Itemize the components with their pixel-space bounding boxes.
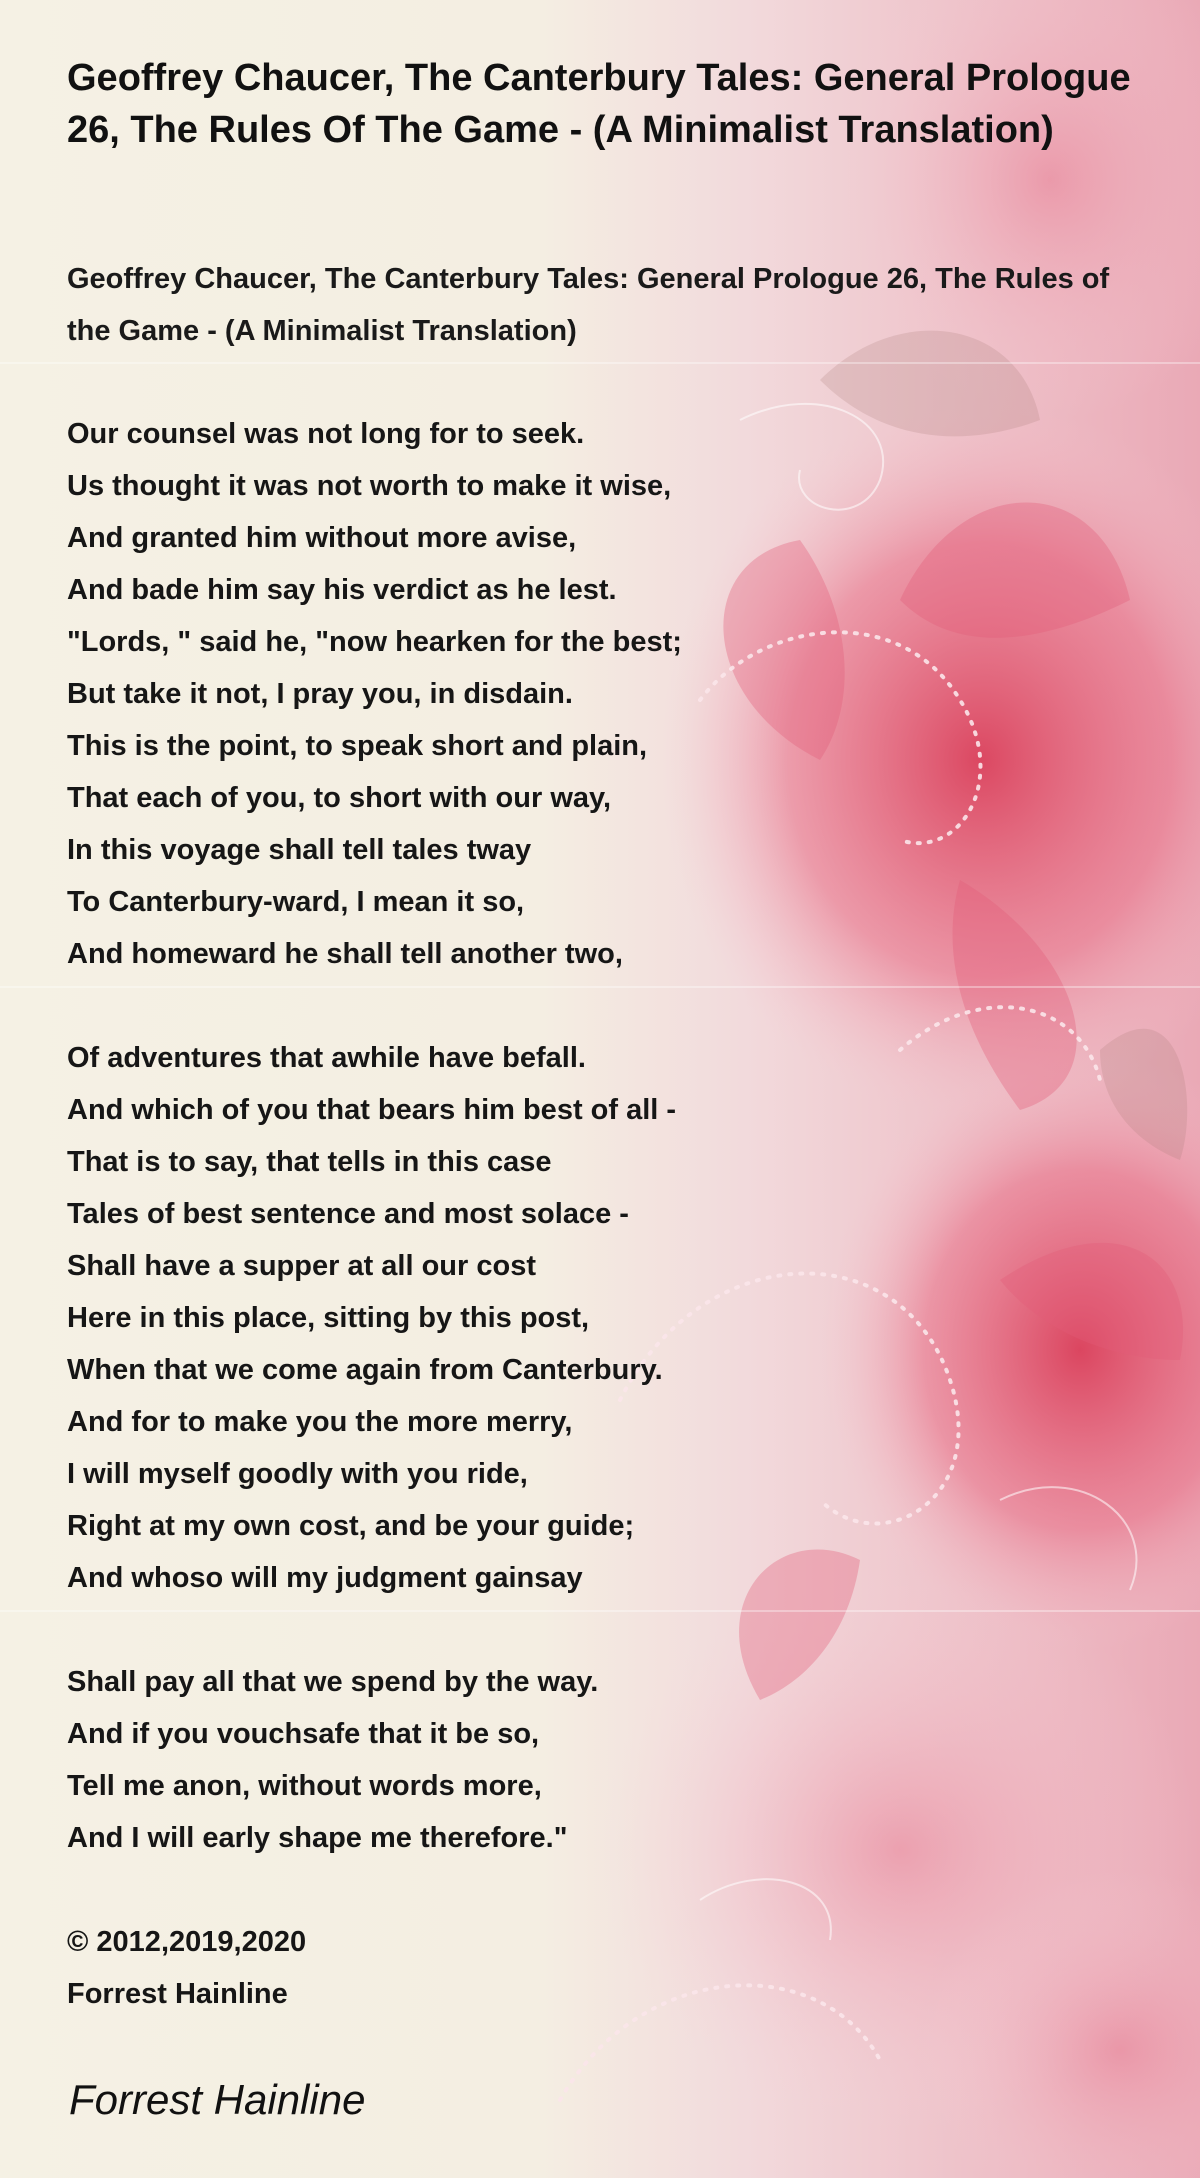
copyright-years: © 2012,2019,2020	[67, 1926, 307, 1958]
copyright-block	[67, 1916, 1067, 2020]
poem-line: When that we come again from Canterbury.	[67, 1354, 663, 1386]
stanza-3	[67, 1656, 1067, 1864]
poem-line: Our counsel was not long for to seek.	[67, 418, 585, 450]
poem-line: Of adventures that awhile have befall.	[67, 1042, 586, 1074]
author-signature: Forrest Hainline	[69, 2076, 366, 2123]
poem-line: Right at my own cost, and be your guide;	[67, 1510, 635, 1542]
poem-line: And I will early shape me therefore."	[67, 1822, 568, 1854]
poem-line: This is the point, to speak short and plain,	[67, 730, 648, 762]
author-name: Forrest Hainline	[67, 1978, 288, 2010]
poem-line: Here in this place, sitting by this post,	[67, 1302, 590, 1334]
poem-line: That each of you, to short with our way,	[67, 782, 612, 814]
poem-line: To Canterbury-ward, I mean it so,	[67, 886, 525, 918]
poem-line: And granted him without more avise,	[67, 522, 577, 554]
poem-line: Tales of best sentence and most solace -	[67, 1198, 629, 1230]
poem-line: Us thought it was not worth to make it wise,	[67, 470, 672, 502]
poem-line: Shall pay all that we spend by the way.	[67, 1666, 599, 1698]
stanza-2	[67, 1032, 1067, 1604]
poem-line: And whoso will my judgment gainsay	[67, 1562, 583, 1594]
poem-subtitle: Geoffrey Chaucer, The Canterbury Tales: General Prologue 26, The Rules of the Game - (A Minimalist Translation)	[67, 263, 1110, 347]
poem-line: And bade him say his verdict as he lest.	[67, 574, 617, 606]
poem-line: And for to make you the more merry,	[67, 1406, 573, 1438]
poem-line: Shall have a supper at all our cost	[67, 1250, 536, 1282]
poem-line: And which of you that bears him best of all -	[67, 1094, 677, 1126]
stanza-1	[67, 408, 1067, 980]
poem-line: Tell me anon, without words more,	[67, 1770, 542, 1802]
poem-line: And if you vouchsafe that it be so,	[67, 1718, 540, 1750]
poem-line: And homeward he shall tell another two,	[67, 938, 623, 970]
poem-line: But take it not, I pray you, in disdain.	[67, 678, 573, 710]
poem-line: I will myself goodly with you ride,	[67, 1458, 528, 1490]
poem-line: "Lords, " said he, "now hearken for the best;	[67, 626, 682, 658]
poem-title: Geoffrey Chaucer, The Canterbury Tales: General Prologue 26, The Rules Of The Game - (A Minimalist Translation)	[67, 57, 1131, 151]
poem-line: In this voyage shall tell tales tway	[67, 834, 532, 866]
poem-line: That is to say, that tells in this case	[67, 1146, 552, 1178]
